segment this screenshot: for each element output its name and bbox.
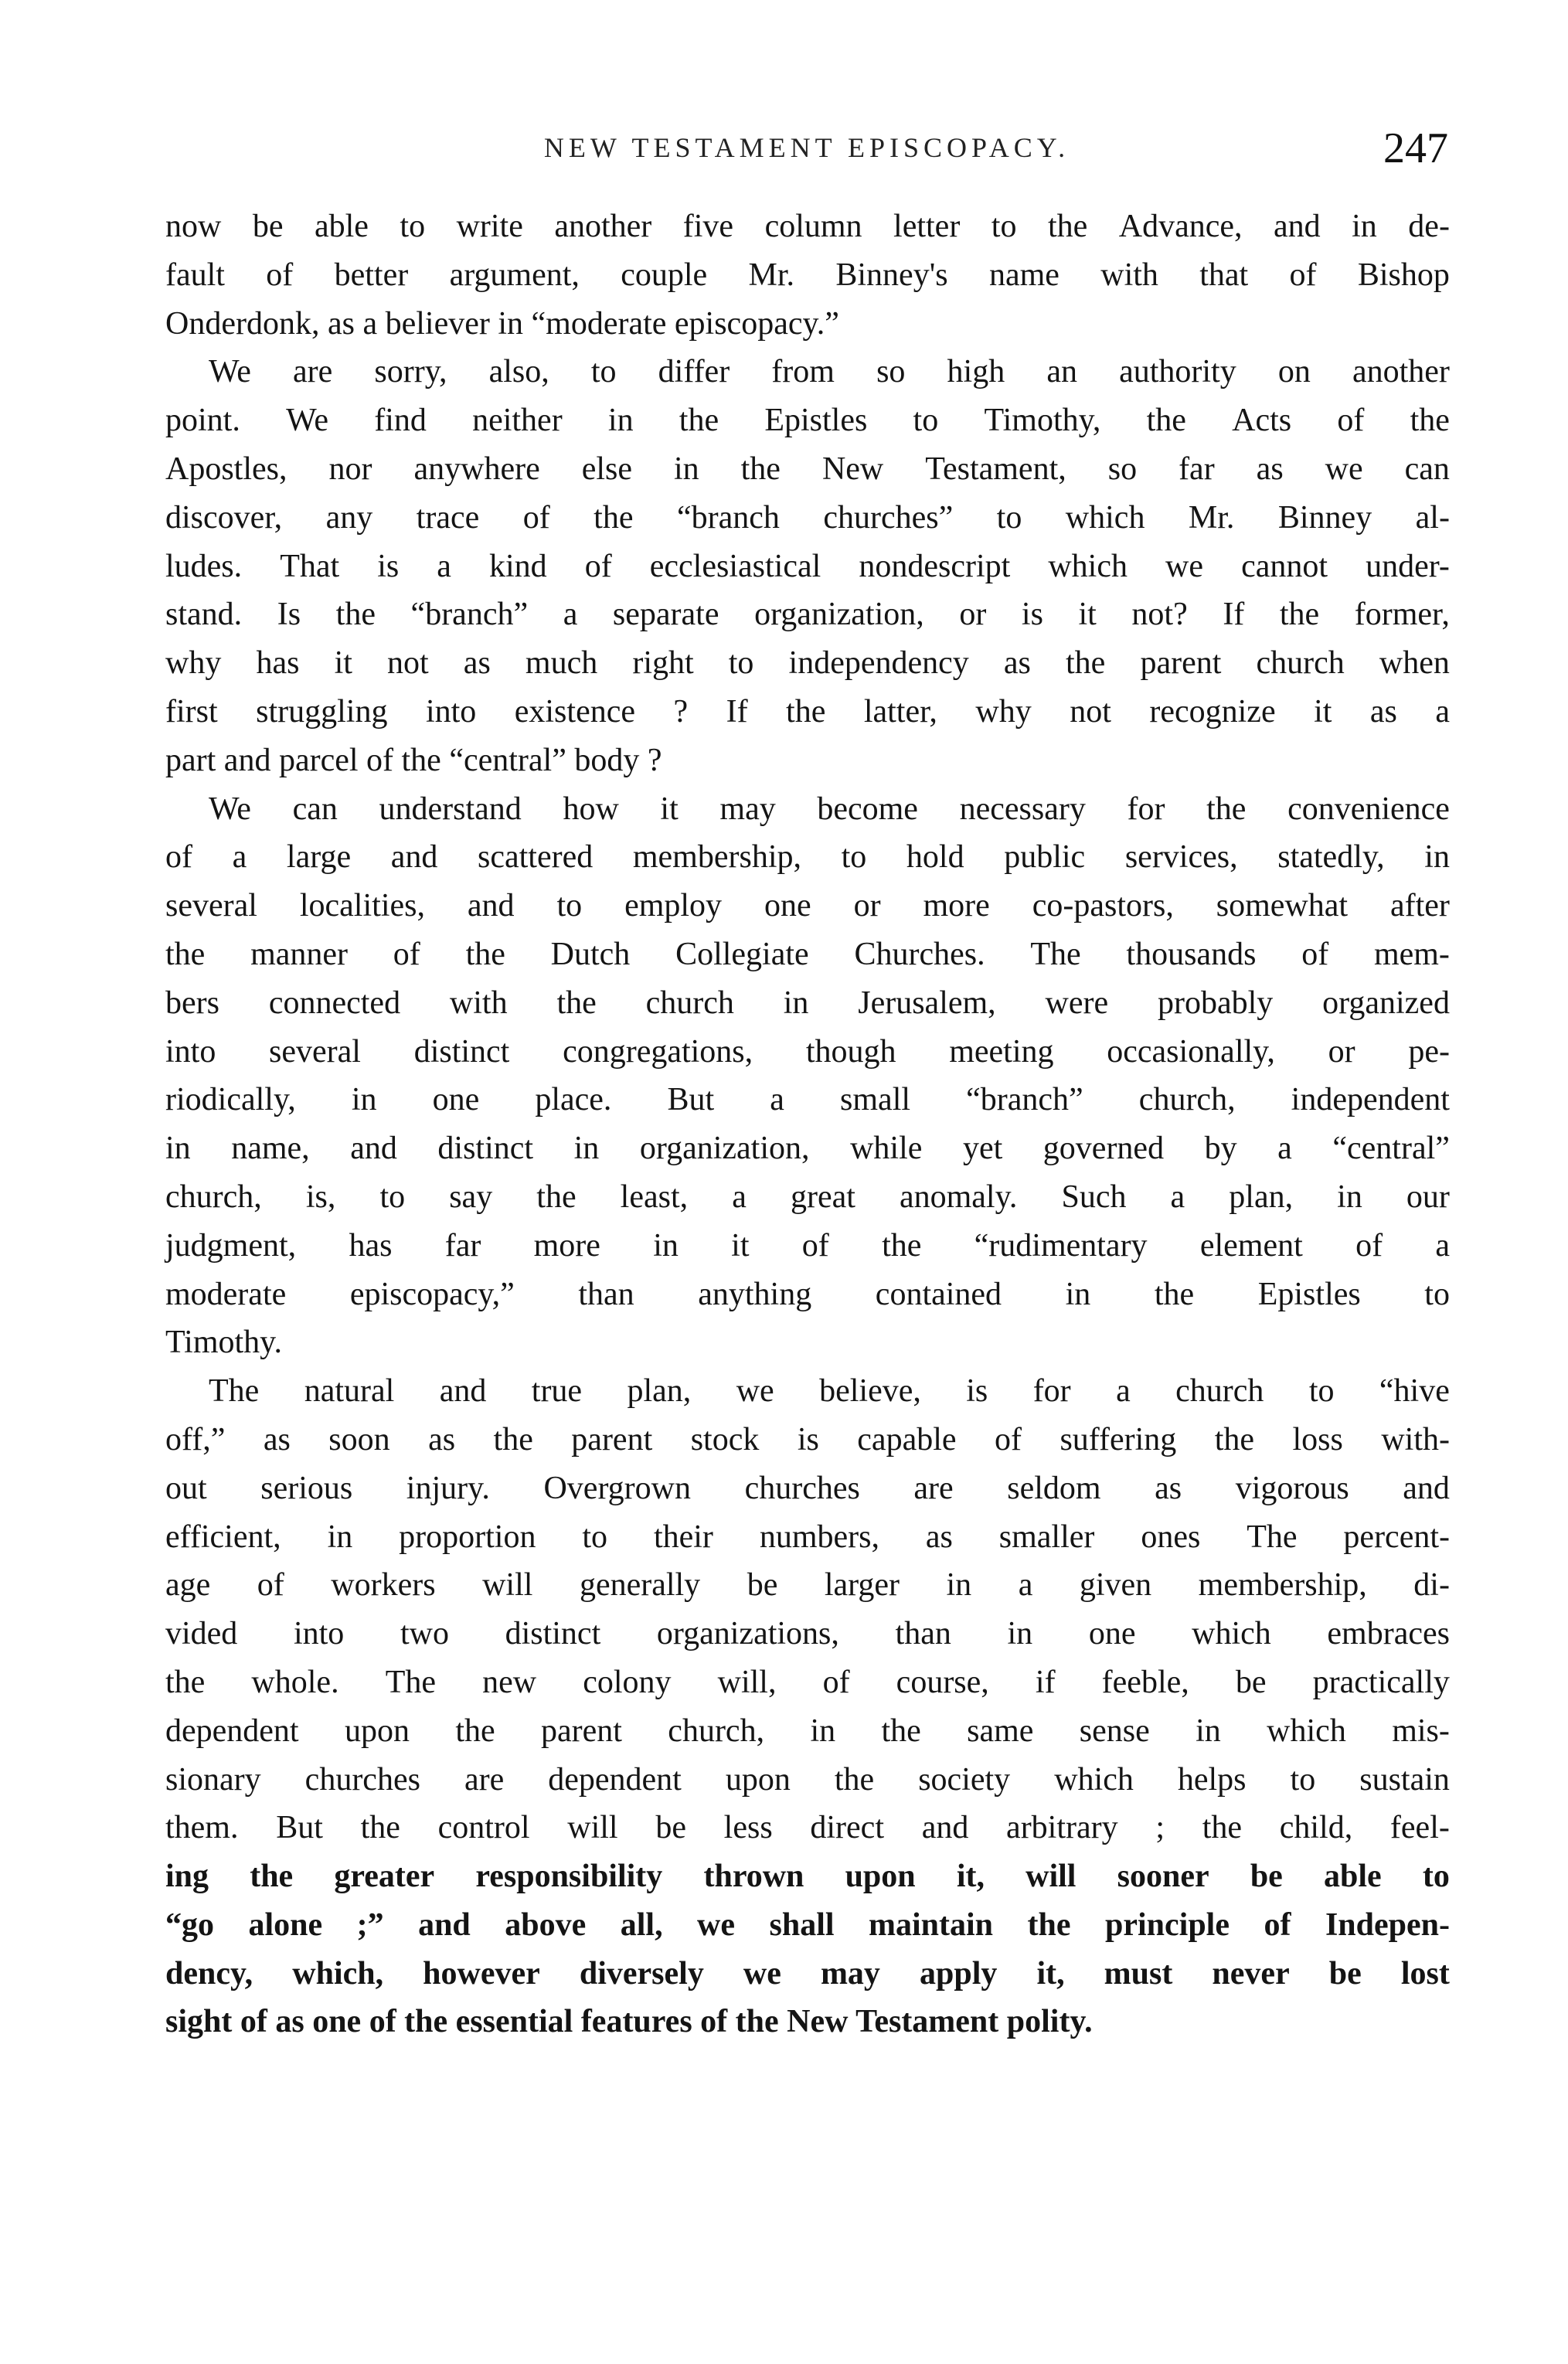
text-line: fault of better argument, couple Mr. Binney's name with that of Bishop: [165, 257, 1450, 293]
text-line: them. But the control will be less direct and arbitrary ; the child, feel-: [165, 1810, 1450, 1846]
text-line: the whole. The new colony will, of course, if feeble, be practically: [165, 1664, 1450, 1700]
text-line: sionary churches are dependent upon the society which helps to sustain: [165, 1761, 1450, 1798]
text-line: into several distinct congregations, though meeting occasionally, or pe-: [165, 1033, 1450, 1070]
text-line: judgment, has far more in it of the “rudimentary element of a: [165, 1227, 1450, 1264]
text-line: dency, which, however diversely we may apply it, must never be lost: [165, 1955, 1450, 1992]
text-line: Timothy.: [165, 1325, 282, 1361]
text-line: now be able to write another five column letter to the Advance, and in de-: [165, 209, 1450, 244]
text-line: riodically, in one place. But a small “branch” church, independent: [165, 1082, 1450, 1118]
text-line: off,” as soon as the parent stock is capable of suffering the loss with-: [165, 1421, 1450, 1458]
paragraph-2: [165, 348, 1450, 784]
text-line: several localities, and to employ one or more co-pastors, somewhat after: [165, 888, 1450, 924]
text-line: part and parcel of the “central” body ?: [165, 742, 662, 778]
running-head: NEW TESTAMENT EPISCOPACY.: [543, 132, 1070, 163]
text-line: why has it not as much right to independency as the parent church when: [165, 645, 1450, 682]
page-header: [165, 124, 1448, 178]
text-line: ing the greater responsibility thrown upon it, will sooner be able to: [165, 1859, 1450, 1895]
text-line: moderate episcopacy,” than anything contained in the Epistles to: [165, 1276, 1450, 1312]
text-line: first struggling into existence ? If the latter, why not recognize it as a: [165, 693, 1450, 730]
text-line: bers connected with the church in Jerusalem, were probably organized: [165, 985, 1450, 1021]
text-line: The natural and true plan, we believe, is for a church to “hive: [209, 1373, 1450, 1410]
paragraph-1: [165, 202, 1450, 348]
text-line: vided into two distinct organizations, than in one which embraces: [165, 1616, 1450, 1652]
text-line: in name, and distinct in organization, while yet governed by a “central”: [165, 1131, 1450, 1167]
text-line: We can understand how it may become necessary for the convenience: [209, 791, 1450, 827]
paragraph-4: [165, 1367, 1450, 2046]
paragraph-3: [165, 785, 1450, 1368]
text-line: out serious injury. Overgrown churches are seldom as vigorous and: [165, 1470, 1450, 1506]
text-line: the manner of the Dutch Collegiate Churches. The thousands of mem-: [165, 936, 1450, 972]
text-line: church, is, to say the least, a great anomaly. Such a plan, in our: [165, 1179, 1450, 1215]
text-line: point. We find neither in the Epistles to Timothy, the Acts of the: [165, 403, 1450, 439]
text-line: stand. Is the “branch” a separate organization, or is it not? If the former,: [165, 597, 1450, 633]
page-number: 247: [1383, 124, 1448, 172]
text-line: Apostles, nor anywhere else in the New Testament, so far as we can: [165, 451, 1450, 487]
text-line: age of workers will generally be larger in a given membership, di-: [165, 1567, 1450, 1604]
body-text: [165, 202, 1450, 2046]
text-line: dependent upon the parent church, in the same sense in which mis-: [165, 1713, 1450, 1749]
text-line: discover, any trace of the “branch churches” to which Mr. Binney al-: [165, 499, 1450, 536]
text-line: “go alone ;” and above all, we shall maintain the principle of Indepen-: [165, 1907, 1450, 1943]
text-line: sight of as one of the essential features of the New Testament polity.: [165, 2004, 1093, 2040]
text-line: efficient, in proportion to their numbers, as smaller ones The percent-: [165, 1519, 1450, 1555]
text-line: Onderdonk, as a believer in “moderate episcopacy.”: [165, 305, 839, 342]
text-line: ludes. That is a kind of ecclesiastical nondescript which we cannot under-: [165, 548, 1450, 584]
text-line: of a large and scattered membership, to hold public services, statedly, in: [165, 839, 1450, 876]
text-line: We are sorry, also, to differ from so high an authority on another: [209, 354, 1450, 390]
